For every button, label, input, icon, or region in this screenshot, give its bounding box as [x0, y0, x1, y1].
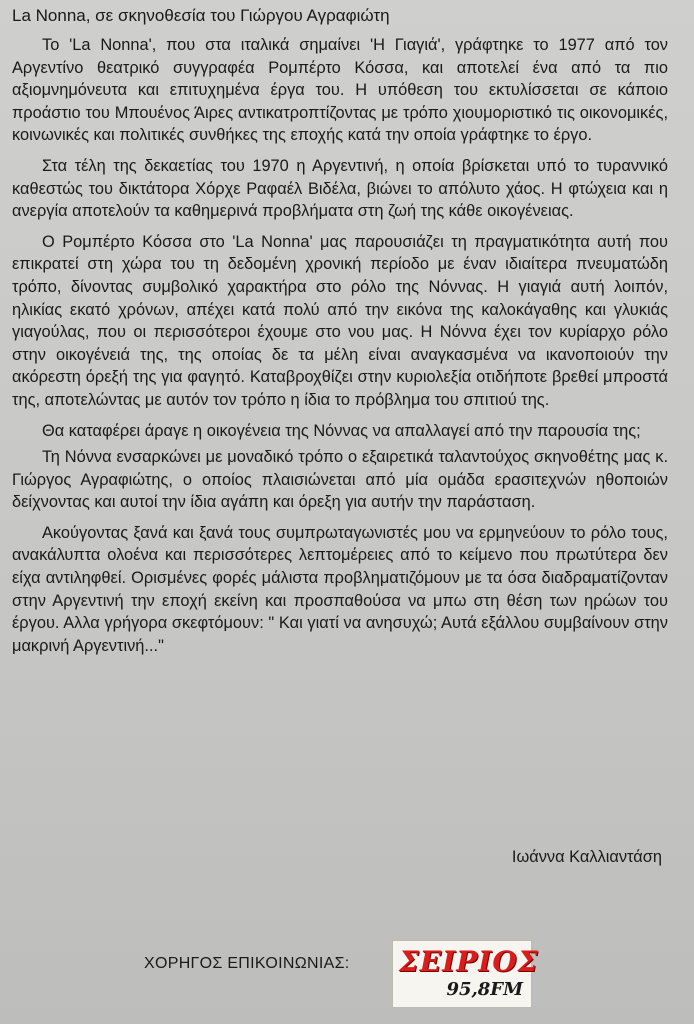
- sponsor-label: ΧΟΡΗΓΟΣ ΕΠΙΚΟΙΝΩΝΙΑΣ:: [144, 955, 350, 972]
- paragraph: Θα καταφέρει άραγε η οικογένεια της Νόννας να απαλλαγεί από την παρουσία της;: [42, 421, 641, 440]
- page-title: La Nonna, σε σκηνοθεσία του Γιώργου Αγραφιώτη: [12, 6, 390, 25]
- paragraph: Το 'La Nonna', που στα ιταλικά σημαίνει 'Η Γιαγιά', γράφτηκε το 1977 από τον Αργεντίνο θεατρικό συγγραφέα Ρομπέρτο Κόσσα, και αποτελεί ένα από τα πιο αξιομνημόνευτα και επιτυχημένα έργα του. Η υπόθεση του εκτυλίσσεται σε κάποιο προάστιο του Μπουένος Άιρες αντικατροπτίζοντας με τρόπο χιουμοριστικό τις οικονομικές, κοινωνικές και πολιτικές συνθήκες της εποχής κατά την οποία γράφτηκε το έργο.: [12, 36, 668, 145]
- paragraph: Στα τέλη της δεκαετίας του 1970 η Αργεντινή, η οποία βρίσκεται υπό το τυραννικό καθεστώς του δικτάτορα Χόρχε Ραφαέλ Βιδέλα, βιώνει το απόλυτο χάος. Η φτώχεια και η ανεργία αποτελούν τα καθημερινά προβλήματα στη ζωή της κάθε οικογένειας.: [12, 156, 668, 221]
- sirios-logo: [392, 940, 539, 1008]
- article-body: [12, 34, 668, 665]
- paragraph: Τη Νόννα ενσαρκώνει με μοναδικό τρόπο ο εξαιρετικά ταλαντούχος σκηνοθέτης μας κ. Γιώργος Αγραφιώτης, ο οποίος πλαισιώνεται από μία ομάδα ερασιτεχνών ηθοποιών δείχνοντας και αυτοί την ίδια αγάπη και όρεξη για αυτήν την παράσταση.: [12, 448, 668, 512]
- paragraph: Ακούγοντας ξανά και ξανά τους συμπρωταγωνιστές μου να ερμηνεύουν το ρόλο τους, ανακάλυπτα ολοένα και περισσότερες λεπτομέρειες από το κείμενο που πρωτύτερα δεν είχα αντιληφθεί. Ορισμένες φορές μάλιστα προβληματιζόμουν με τα όσα διαδραματίζονταν στην Αργεντινή την εποχή εκείνη και προσπαθούσα να μπω στη θέση των ηρώων του έργου. Αλλα γρήγορα σκεφτόμουν: " Και γιατί να ανησυχώ; Αυτά εξάλλου συμβαίνουν στην μακρινή Αργεντινή...": [12, 523, 668, 655]
- author-signature: Ιωάννα Καλλιαντάση: [511, 848, 662, 866]
- paragraph: Ο Ρομπέρτο Κόσσα στο 'La Nonna' μας παρουσιάζει τη πραγματικότητα αυτή που επικρατεί στη χώρα του τη δεδομένη χρονική περίοδο με έναν ιδιαίτερα πνευματώδη τρόπο, δίνοντας συμβολικό χαρακτήρα στο ρόλο της Νόννας. Η γιαγιά αυτή λοιπόν, ηλικίας εκατό χρόνων, απέχει κατά πολύ από την εικόνα της καλοκάγαθης και γλυκιάς γιαγούλας, που οι περισσότεροι έχουμε στο νου μας. Η Νόννα έχει τον κυρίαρχο ρόλο στην οικογένειά της, της οποίας δε τα μέλη είναι αναγκασμένα να ικανοποιούν την ακόρεστη όρεξή της για φαγητό. Καταβροχθίζει στην κυριολεξία οτιδήποτε βρεθεί μπροστά της, αποτελώντας με αυτόν τον τρόπο η ίδια το πρόβλημα του σπιτιού της.: [12, 232, 668, 409]
- logo-frequency: 95,8FM: [446, 979, 523, 1000]
- logo-name: ΣΕΙΡΙΟΣ: [399, 945, 539, 978]
